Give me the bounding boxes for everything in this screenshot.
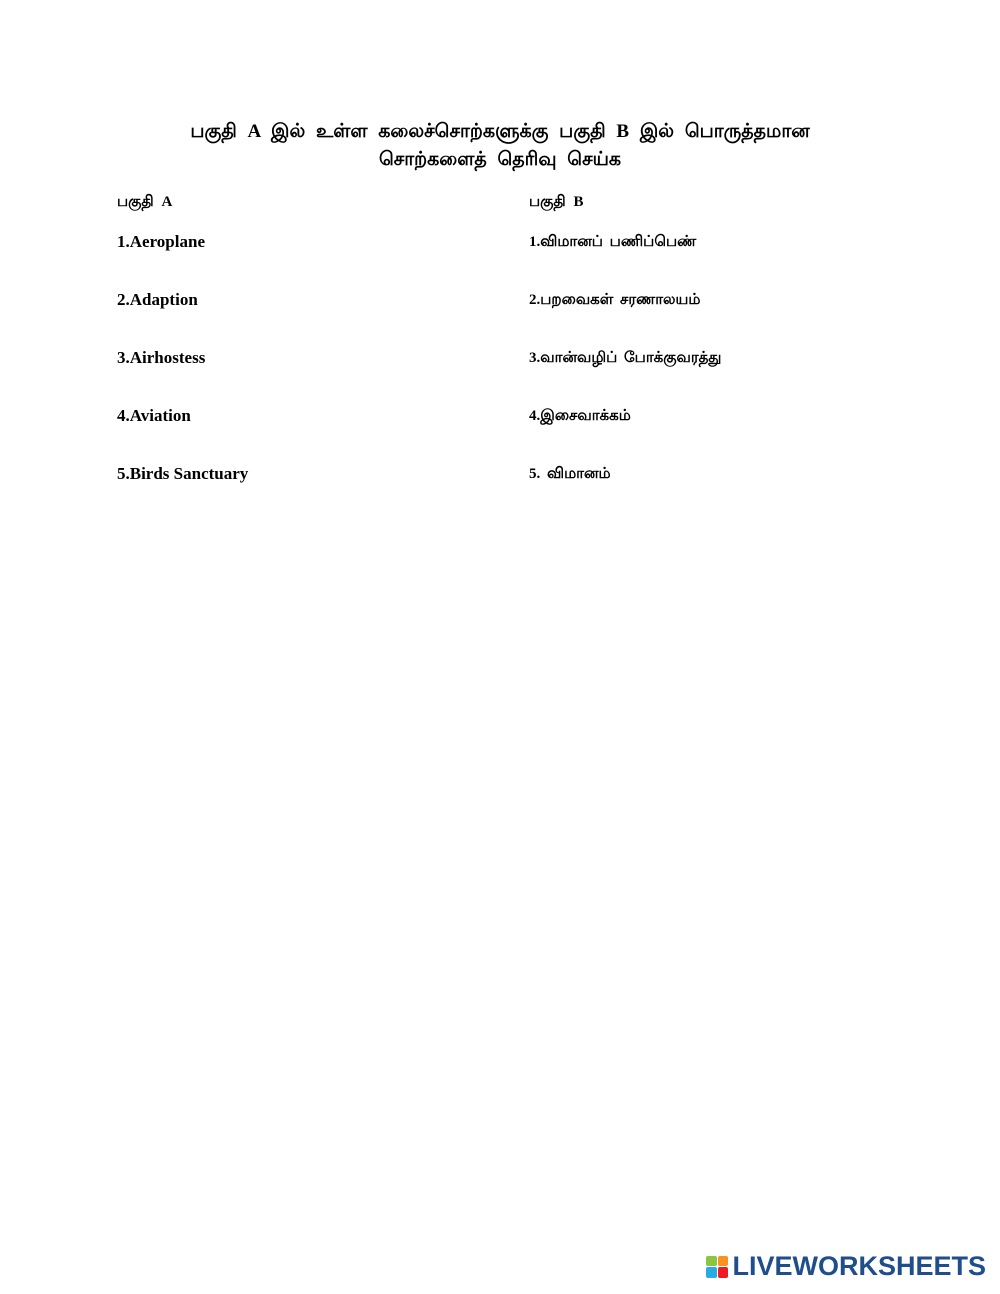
part-b-item-4: 4.இசைவாக்கம் (529, 408, 631, 424)
liveworksheets-wordmark: LIVEWORKSHEETS (732, 1251, 986, 1281)
part-b-item-2: 2.பறவைகள் சரணாலயம் (529, 292, 701, 308)
part-b-list (529, 232, 721, 522)
logo-square-green (706, 1256, 717, 1267)
logo-square-orange (718, 1256, 729, 1267)
part-a-item-2: 2.Adaption (117, 290, 198, 309)
part-a-list (117, 232, 248, 522)
part-a-heading: பகுதி A (117, 194, 173, 210)
part-b-item-3: 3.வான்வழிப் போக்குவரத்து (529, 350, 722, 366)
part-a-item-3: 3.Airhostess (117, 348, 206, 367)
part-b-item-1: 1.விமானப் பணிப்பெண் (529, 234, 697, 250)
part-b-column (529, 192, 721, 522)
title-line-2: சொற்களைத் தெரிவு செய்க (378, 149, 622, 170)
logo-square-blue (706, 1267, 717, 1278)
part-a-item-4: 4.Aviation (117, 406, 191, 425)
liveworksheets-logo-icon (706, 1256, 728, 1278)
title-line-1: பகுதி A இல் உள்ள கலைச்சொற்களுக்கு பகுதி B இல் பொருத்தமான (190, 121, 810, 142)
part-a-column (117, 192, 248, 522)
part-b-item-5: 5. விமானம் (529, 466, 611, 482)
logo-square-red (718, 1267, 729, 1278)
liveworksheets-logo (706, 1251, 986, 1282)
part-a-item-5: 5.Birds Sanctuary (117, 464, 249, 483)
part-b-heading: பகுதி B (529, 194, 584, 210)
part-a-item-1: 1.Aeroplane (117, 232, 205, 251)
page-title (140, 118, 860, 174)
